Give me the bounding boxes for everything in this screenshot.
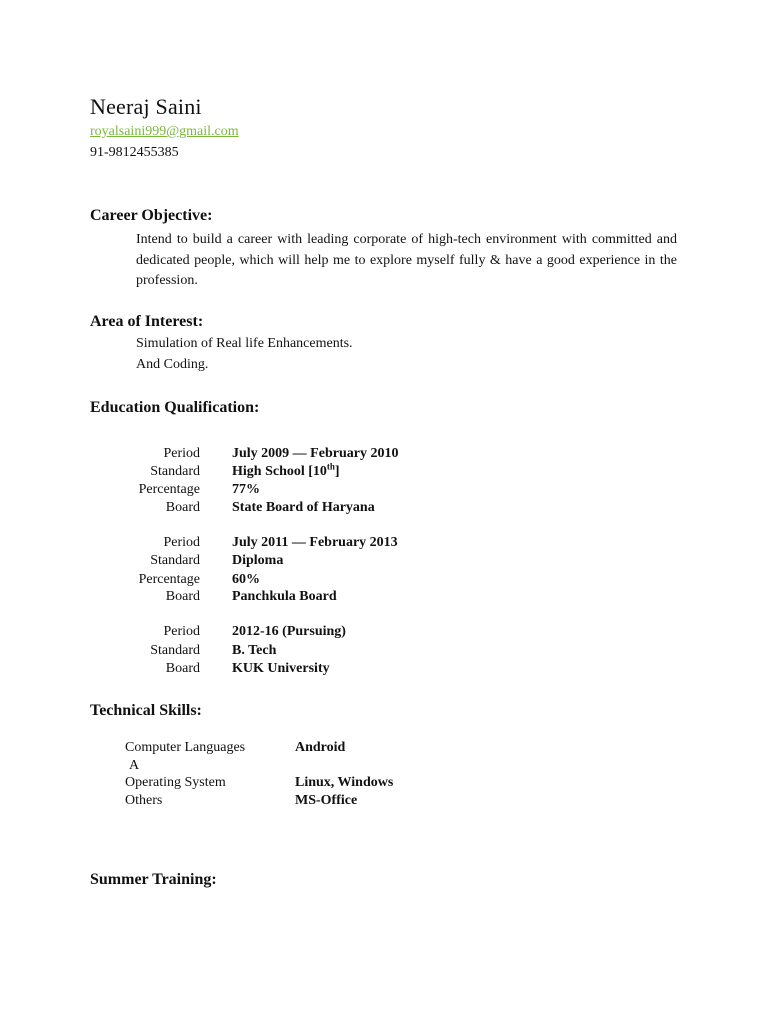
skill-value: Android: [295, 740, 346, 755]
standard-label: Standard: [150, 464, 200, 479]
period-label: Period: [163, 535, 200, 550]
skill-value: MS-Office: [295, 793, 358, 808]
interest-item: Simulation of Real life Enhancements.: [136, 336, 353, 351]
standard-value: High School [10th]: [232, 461, 340, 479]
skill-label: A: [129, 758, 140, 773]
percentage-value: 77%: [232, 482, 260, 497]
period-label: Period: [163, 446, 200, 461]
standard-value: Diploma: [232, 553, 284, 568]
skill-label: Others: [125, 793, 163, 808]
education-heading: Education Qualification:: [90, 399, 260, 416]
percentage-value: 60%: [232, 572, 260, 587]
board-value: Panchkula Board: [232, 589, 337, 604]
interest-item: And Coding.: [136, 357, 209, 372]
candidate-name: Neeraj Saini: [90, 94, 202, 119]
board-label: Board: [165, 589, 200, 604]
period-label: Period: [163, 624, 200, 639]
technical-skills-heading: Technical Skills:: [90, 702, 202, 719]
skill-value: Linux, Windows: [295, 775, 394, 790]
phone-number: 91-9812455385: [90, 145, 179, 160]
board-value: KUK University: [232, 661, 330, 676]
percentage-label: Percentage: [138, 572, 200, 587]
standard-value: B. Tech: [232, 643, 277, 658]
standard-label: Standard: [150, 553, 200, 568]
board-label: Board: [165, 500, 200, 515]
standard-label: Standard: [150, 643, 200, 658]
board-label: Board: [165, 661, 200, 676]
summer-training-heading: Summer Training:: [90, 871, 217, 888]
board-value: State Board of Haryana: [232, 500, 375, 515]
period-value: July 2009 — February 2010: [232, 446, 399, 461]
period-value: July 2011 — February 2013: [232, 535, 398, 550]
period-value: 2012-16 (Pursuing): [232, 624, 346, 639]
skill-label: Operating System: [125, 775, 226, 790]
career-objective-text: Intend to build a career with leading corporate of high-tech environment with committed and dedicated people, which will help me to explore myself fully & have a good experience in the profession.: [136, 232, 677, 288]
percentage-label: Percentage: [138, 482, 200, 497]
area-of-interest-heading: Area of Interest:: [90, 313, 204, 330]
skill-label: Computer Languages: [125, 740, 246, 755]
email-link[interactable]: royalsaini999@gmail.com: [90, 124, 239, 139]
career-objective-heading: Career Objective:: [90, 207, 213, 224]
